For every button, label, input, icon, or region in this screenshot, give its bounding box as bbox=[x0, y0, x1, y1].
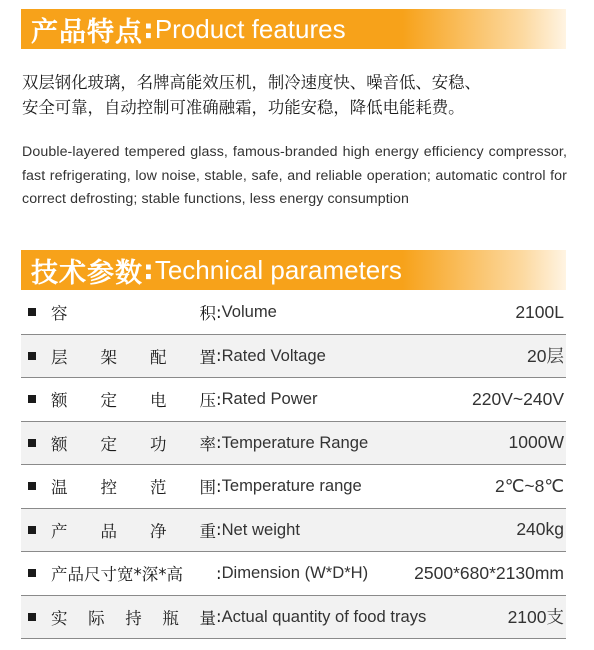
bullet-square-icon bbox=[28, 352, 36, 360]
spec-value: 240kg bbox=[516, 519, 564, 540]
bullet-square-icon bbox=[28, 613, 36, 621]
spec-value: 2100支 bbox=[507, 607, 564, 628]
spec-label-colon: : bbox=[216, 346, 222, 366]
features-description-en: Double-layered tempered glass, famous-branded high energy efficiency compressor, fast refrigerating, low noise, stable, safe, and reliable operation; automatic control for correct defrosting; stable functions, less energy consumption bbox=[22, 144, 567, 207]
params-title-en: Technical parameters bbox=[154, 254, 402, 285]
spec-label-cn: 层 架 配 置 bbox=[51, 347, 216, 367]
spec-row bbox=[21, 596, 566, 640]
params-title-cn: 技术参数 bbox=[31, 257, 143, 289]
bullet-square-icon bbox=[28, 526, 36, 534]
spec-label-en: Temperature Range bbox=[221, 432, 369, 452]
spec-label-cn: 容 积 bbox=[51, 304, 216, 324]
bullet-square-icon bbox=[28, 308, 36, 316]
features-title-en: Product features bbox=[154, 13, 346, 44]
bullet-square-icon bbox=[28, 395, 36, 403]
spec-label-colon: : bbox=[216, 476, 222, 496]
spec-label-en: Net weight bbox=[221, 519, 300, 539]
spec-label-cn: 产品尺寸宽*深*高 bbox=[51, 565, 183, 585]
spec-label-en: Rated Voltage bbox=[221, 345, 326, 365]
spec-label-en: Volume bbox=[221, 302, 277, 322]
spec-value: 2100L bbox=[515, 301, 564, 322]
spec-label-cn: 温 控 范 围 bbox=[51, 478, 216, 498]
spec-label-cn: 实 际 持 瓶 量 bbox=[51, 608, 216, 628]
spec-label-colon: : bbox=[216, 389, 222, 409]
spec-row bbox=[21, 509, 566, 553]
bullet-square-icon bbox=[28, 569, 36, 577]
features-title-cn: 产品特点 bbox=[31, 16, 143, 48]
spec-label-en: Temperature range bbox=[221, 476, 362, 496]
spec-value: 2℃~8℃ bbox=[495, 475, 564, 496]
params-title-separator: : bbox=[143, 254, 155, 286]
features-description-cn bbox=[22, 70, 582, 120]
spec-label-cn: 额 定 电 压 bbox=[51, 391, 216, 411]
product-features-banner bbox=[21, 9, 566, 49]
spec-label-colon: : bbox=[216, 563, 222, 583]
spec-label-colon: : bbox=[216, 302, 222, 322]
spec-table bbox=[21, 291, 566, 639]
spec-row bbox=[21, 552, 566, 596]
spec-label-en: Actual quantity of food trays bbox=[221, 606, 427, 626]
spec-value: 20层 bbox=[527, 346, 564, 367]
bullet-square-icon bbox=[28, 482, 36, 490]
spec-row bbox=[21, 335, 566, 379]
spec-row bbox=[21, 378, 566, 422]
spec-label-en: Dimension (W*D*H) bbox=[221, 563, 369, 583]
spec-label-cn: 额 定 功 率 bbox=[51, 434, 216, 454]
spec-label-cn: 产 品 净 重 bbox=[51, 521, 216, 541]
features-title-separator: : bbox=[143, 13, 155, 45]
spec-label-colon: : bbox=[216, 607, 222, 627]
features-cn-line-1: 双层钢化玻璃，名牌高能效压机，制冷速度快、噪音低、安稳、 bbox=[22, 73, 481, 92]
spec-label-en: Rated Power bbox=[221, 389, 318, 409]
spec-value: 2500*680*2130mm bbox=[414, 562, 564, 583]
spec-row bbox=[21, 465, 566, 509]
technical-parameters-banner bbox=[21, 250, 566, 290]
spec-value: 220V~240V bbox=[472, 388, 564, 409]
bullet-square-icon bbox=[28, 439, 36, 447]
spec-label-colon: : bbox=[216, 520, 222, 540]
spec-row bbox=[21, 422, 566, 466]
spec-row bbox=[21, 291, 566, 335]
spec-value: 1000W bbox=[508, 432, 564, 453]
spec-label-colon: : bbox=[216, 433, 222, 453]
features-cn-line-2: 安全可靠，自动控制可准确融霜，功能安稳，降低电能耗费。 bbox=[22, 98, 465, 117]
